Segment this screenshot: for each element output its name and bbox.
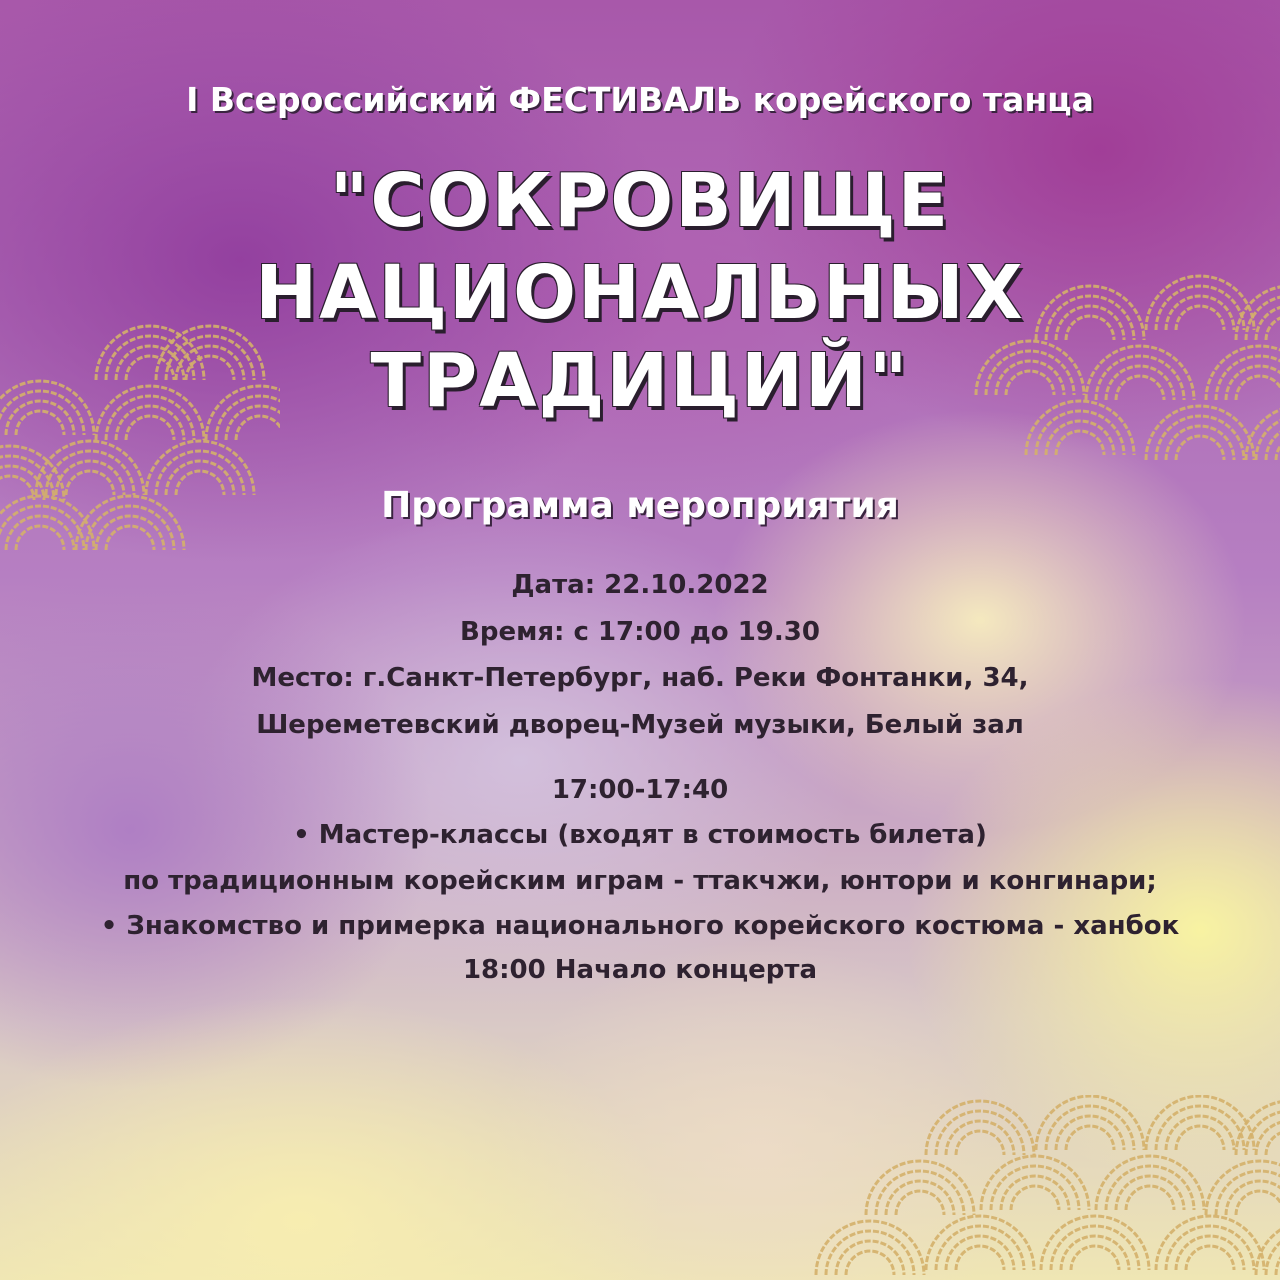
wave-arc xyxy=(106,526,154,550)
wave-arc xyxy=(1236,1191,1280,1215)
wave-arc xyxy=(16,526,64,550)
wave-arc xyxy=(1106,1166,1194,1210)
wave-arc xyxy=(1186,1246,1234,1270)
title-line-3: ТРАДИЦИЙ" xyxy=(370,338,910,424)
festival-subtitle: I Всероссийский ФЕСТИВАЛЬ корейского танца xyxy=(186,80,1094,119)
wave-arc xyxy=(1276,436,1280,460)
event-place-line-1: Место: г.Санкт-Петербург, наб. Реки Фонтанки, 34, xyxy=(251,663,1029,693)
event-time: Время: с 17:00 до 19.30 xyxy=(460,617,820,647)
schedule-time-range: 17:00-17:40 xyxy=(551,775,729,805)
wave-arc xyxy=(816,1221,924,1275)
wave-arc xyxy=(866,1161,974,1215)
wave-arc xyxy=(1071,1246,1119,1270)
wave-arc xyxy=(1266,1131,1280,1155)
schedule-line-2: по традиционным корейским играм - ттакчжи, юнтори и конгинари; xyxy=(123,866,1157,896)
wave-arc xyxy=(1046,1106,1134,1150)
schedule-line-1: • Мастер-классы (входят в стоимость билета) xyxy=(293,820,987,850)
wave-arc xyxy=(1041,1216,1149,1270)
wave-arc xyxy=(1226,1181,1280,1215)
wave-arc xyxy=(1066,1126,1114,1150)
wave-arc xyxy=(1126,1186,1174,1210)
wave-arc xyxy=(1156,1216,1264,1270)
wave-arc xyxy=(1011,1186,1059,1210)
wave-arc xyxy=(896,1191,944,1215)
wave-arc xyxy=(876,1171,964,1215)
event-date: Дата: 22.10.2022 xyxy=(511,570,769,600)
wave-arc xyxy=(956,1246,1004,1270)
event-place-line-2: Шереметевский дворец-Музей музыки, Белый зал xyxy=(256,710,1024,740)
schedule-line-3: • Знакомство и примерка национального корейского костюма - ханбок xyxy=(100,911,1180,941)
wave-arc xyxy=(1156,1106,1244,1150)
wave-arc xyxy=(936,1111,1024,1155)
schedule-line-4: 18:00 Начало концерта xyxy=(462,955,818,985)
wave-arc xyxy=(1051,1226,1139,1270)
wave-arc xyxy=(991,1166,1079,1210)
program-heading: Программа мероприятия xyxy=(381,485,899,526)
wave-arc xyxy=(956,1131,1004,1155)
wave-arc xyxy=(846,1251,894,1275)
wave-arc xyxy=(1036,1096,1144,1150)
wave-arc xyxy=(1096,1156,1204,1210)
wave-arc xyxy=(1166,1226,1254,1270)
wave-arc xyxy=(1176,1126,1224,1150)
title-line-1: "СОКРОВИЩЕ xyxy=(329,158,951,244)
wave-arc xyxy=(826,1231,914,1275)
gold-wave-pattern-bottom xyxy=(790,1095,1280,1280)
wave-arc xyxy=(936,1226,1024,1270)
title-line-2: НАЦИОНАЛЬНЫХ xyxy=(255,250,1025,336)
wave-arc xyxy=(926,1216,1034,1270)
wave-arc xyxy=(1056,431,1104,455)
wave-arc xyxy=(981,1156,1089,1210)
wave-arc xyxy=(1176,436,1224,460)
wave-arc xyxy=(926,1101,1034,1155)
